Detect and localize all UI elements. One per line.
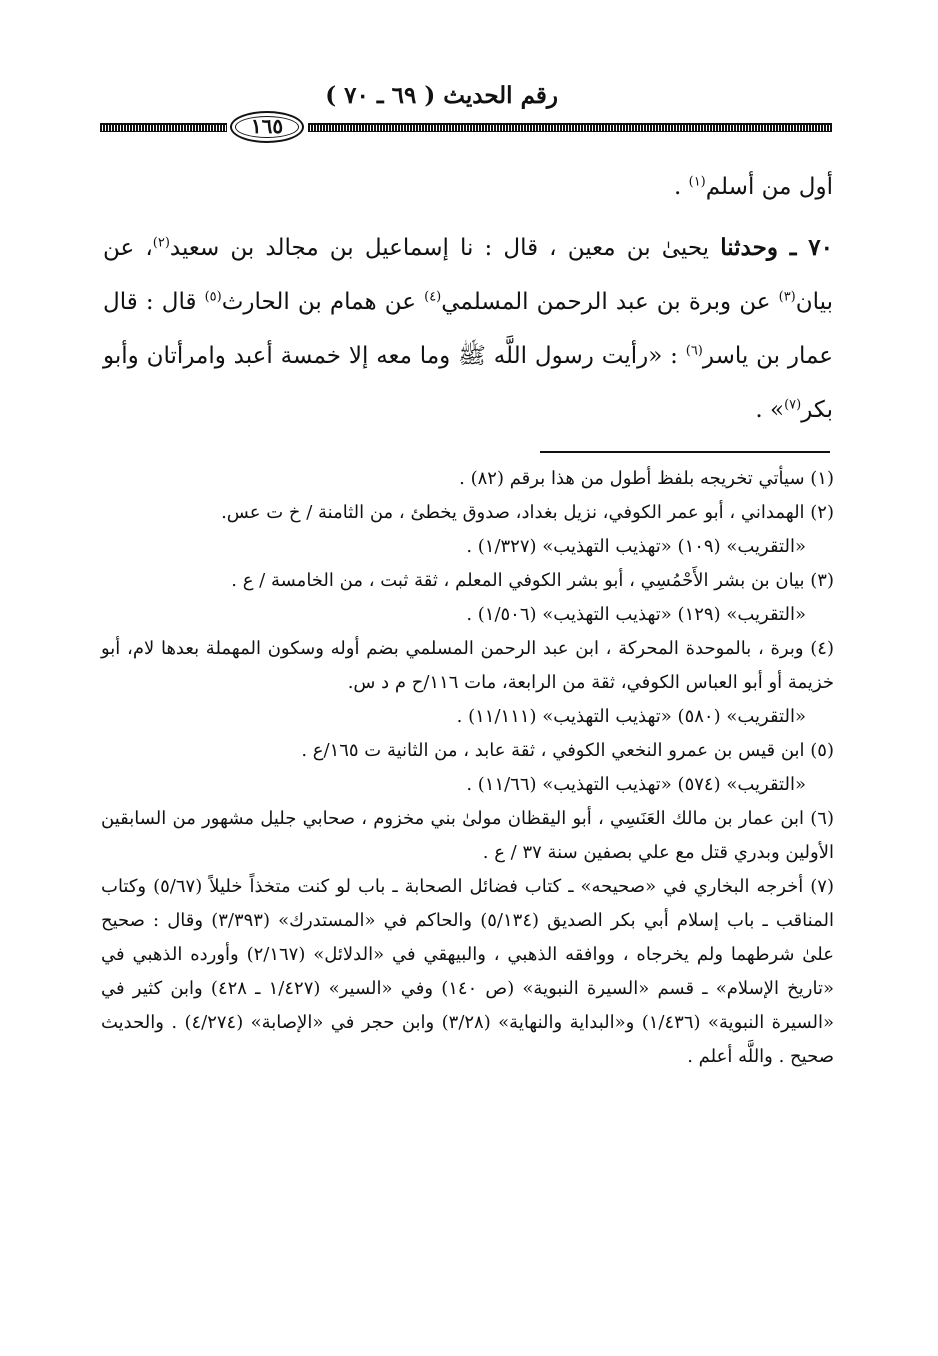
hadith-text-4: عن همام بن الحارث [221,289,425,315]
footnote-line: «التقريب» (٥٨٠) «تهذيب التهذيب» (١١/١١١) . [456,706,806,727]
footnote-4 [101,632,834,734]
header-rule-right [308,123,832,132]
footnote-separator [540,451,830,453]
footnote-ref-3: (٣) [778,289,796,305]
footnote-line: (٣) بيان بن بشر الأَحْمُسِي ، أبو بشر الكوفي المعلم ، ثقة ثبت ، من الخامسة / ع . [231,570,834,591]
footnote-line: «التقريب» (١٢٩) «تهذيب التهذيب» (١/٥٠٦) . [466,604,806,625]
hadith-text-2: ، عن بيان [103,235,833,315]
hadith-text-1: يحيىٰ بن معين ، قال : نا إسماعيل بن مجالد بن سعيد [169,235,721,261]
footnote-3 [101,564,834,632]
footnote-ref-6: (٦) [685,343,703,359]
paragraph-end: . [673,174,689,200]
footnotes [101,462,834,1074]
footnote-ref-2: (٢) [152,235,170,251]
hadith-text-3: عن وبرة بن عبد الرحمن المسلمي [441,289,779,315]
page-number-badge [230,111,304,143]
paragraph-continuation [103,160,833,214]
footnote-6 [101,802,834,870]
footnote-line: (٤) وبرة ، بالموحدة المحركة ، ابن عبد الرحمن المسلمي بضم أوله وسكون المهملة بعدها لام، أبو خزيمة أو أبو العباس الكوفي، ثقة من الرابعة، مات ١١٦/ح م د س. [101,638,834,693]
footnote-ref: (١) [688,174,706,190]
hadith-text-6: : «رأيت رسول اللَّه ﷺ وما معه إلا خمسة أعبد وامرأتان وأبو بكر [103,343,833,423]
footnote-line: «التقريب» (٥٧٤) «تهذيب التهذيب» (١١/٦٦) . [466,774,806,795]
hadith-text-7: » . [755,397,785,423]
page-number: ١٦٥ [250,114,284,138]
footnote-line: (٢) الهمداني ، أبو عمر الكوفي، نزيل بغداد، صدوق يخطئ ، من الثامنة / خ ت عس. [221,502,834,523]
footnote-line: (١) سيأتي تخريجه بلفظ أطول من هذا برقم (٨٢) . [459,468,834,489]
running-header-title: رقم الحديث ( ٦٩ ـ ٧٠ ) [325,82,558,109]
footnote-1 [101,462,834,496]
footnote-line: «التقريب» (١٠٩) «تهذيب التهذيب» (١/٣٢٧) . [466,536,806,557]
paragraph-text: أول من أسلم [705,174,833,200]
hadith-number: ٧٠ ـ وحدثنا [720,234,834,261]
footnote-ref-7: (٧) [784,397,802,413]
footnote-ref-4: (٤) [424,289,442,305]
footnote-2 [101,496,834,564]
footnote-line: (٧) أخرجه البخاري في «صحيحه» ـ كتاب فضائل الصحابة ـ باب لو كنت متخذاً خليلاً (٥/٦٧) وكتاب المناقب ـ باب إسلام أبي بكر الصديق (٥/١٣٤) والحاكم في «المستدرك» (٣/٣٩٣) وقال : صحيح علىٰ شرطهما ولم يخرجاه ، ووافقه الذهبي ، والبيهقي في «الدلائل» (٢/١٦٧) وأورده الذهبي في «تاريخ الإسلام» ـ قسم «السيرة النبوية» (ص ١٤٠) وفي «السير» (١/٤٢٧ ـ ٤٢٨) وابن كثير في «السيرة النبوية» (١/٤٣٦) و«البداية والنهاية» (٣/٢٨) وابن حجر في «الإصابة» (٤/٢٧٤) . والحديث صحيح . واللَّه أعلم . [101,876,834,1067]
footnote-7 [101,870,834,1074]
footnote-ref-5: (٥) [204,289,222,305]
footnote-line: (٥) ابن قيس بن عمرو النخعي الكوفي ، ثقة عابد ، من الثانية ت ١٦٥/ع . [301,740,834,761]
hadith-paragraph [103,221,833,437]
header-rule-left [100,123,227,132]
footnote-5 [101,734,834,802]
footnote-line: (٦) ابن عمار بن مالك العَنَسِي ، أبو اليقظان مولىٰ بني مخزوم ، صحابي جليل مشهور من السابقين الأولين وبدري قتل مع علي بصفين سنة ٣٧ / ع . [101,808,834,863]
hadith-text-5: قال : قال عمار بن ياسر [103,289,833,369]
